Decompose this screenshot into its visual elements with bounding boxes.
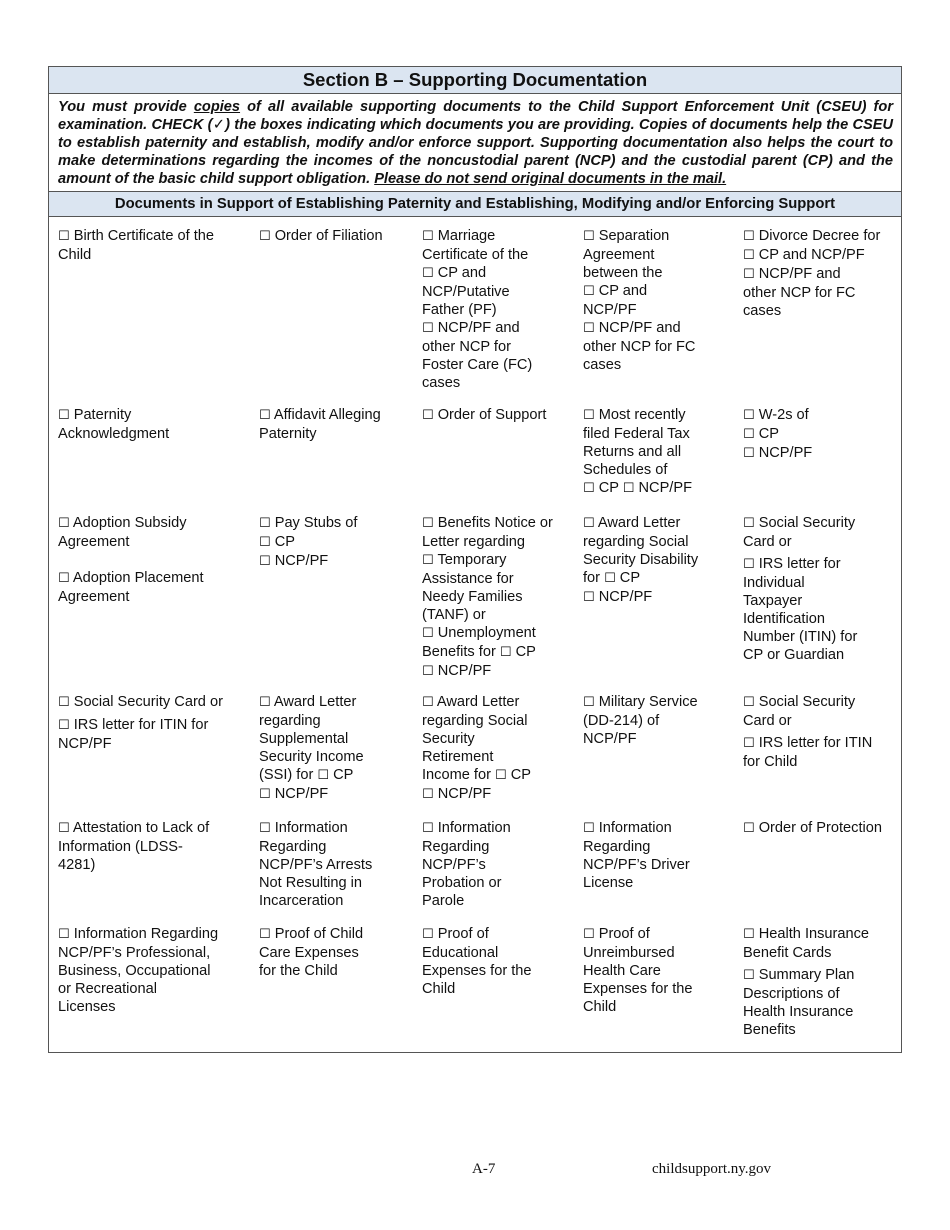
option-line: ☐ NCP/PF <box>259 786 329 802</box>
option-line: ☐ Pay Stubs of <box>259 515 358 531</box>
document-cell <box>743 693 898 771</box>
intro-part-1: You must provide <box>58 99 194 115</box>
document-option <box>583 514 739 607</box>
option-line: Benefits for ☐ CP <box>422 644 536 660</box>
checkbox-icon[interactable]: ☐ <box>743 229 755 244</box>
checkbox-icon[interactable]: ☐ <box>58 718 70 733</box>
option-line: Individual <box>743 575 805 591</box>
option-line: ☐ CP <box>743 426 779 442</box>
option-line: Regarding <box>259 839 327 855</box>
section-b-frame <box>48 66 902 1053</box>
option-line: for ☐ CP <box>583 570 641 586</box>
document-cell <box>743 227 898 320</box>
option-line: ☐ Health Insurance <box>743 926 870 942</box>
document-option <box>583 819 739 892</box>
checkbox-icon[interactable]: ☐ <box>743 821 755 836</box>
document-cell <box>259 693 419 804</box>
document-cell <box>58 693 254 753</box>
checkbox-icon[interactable]: ☐ <box>743 427 755 442</box>
checkbox-icon[interactable]: ☐ <box>743 446 755 461</box>
checkbox-icon[interactable]: ☐ <box>422 553 434 568</box>
checkbox-icon[interactable]: ☐ <box>422 821 434 836</box>
checkbox-icon[interactable]: ☐ <box>583 516 595 531</box>
checkbox-icon[interactable]: ☐ <box>583 821 595 836</box>
option-line: other NCP for FC <box>583 339 696 355</box>
document-option <box>259 819 419 910</box>
option-line: NCP/PF’s <box>422 857 486 873</box>
document-option <box>422 514 580 681</box>
option-line: ☐ Information <box>583 820 672 836</box>
option-line: Expenses for the <box>583 981 693 997</box>
document-cell <box>259 514 419 571</box>
checkbox-icon[interactable]: ☐ <box>604 571 616 586</box>
document-option <box>583 693 739 748</box>
checkbox-icon[interactable]: ☐ <box>583 927 595 942</box>
document-cell <box>743 406 898 463</box>
option-line: ☐ NCP/PF <box>259 553 329 569</box>
option-line: Unreimbursed <box>583 945 675 961</box>
checkbox-icon[interactable]: ☐ <box>422 927 434 942</box>
option-line: 4281) <box>58 857 96 873</box>
checkbox-icon[interactable]: ☐ <box>743 408 755 423</box>
checkbox-icon[interactable]: ☐ <box>622 481 635 496</box>
documents-subheader: Documents in Support of Establishing Paternity and Establishing, Modifying and/or Enforcing Support <box>49 192 901 217</box>
option-line: ☐ Information <box>259 820 348 836</box>
document-option <box>743 693 898 730</box>
option-line: NCP/PF’s Driver <box>583 857 690 873</box>
option-line: Child <box>422 981 456 997</box>
checkbox-icon[interactable]: ☐ <box>259 516 271 531</box>
option-line: ☐ NCP/PF <box>422 786 492 802</box>
checkbox-icon[interactable]: ☐ <box>259 787 271 802</box>
checkbox-icon[interactable]: ☐ <box>743 248 755 263</box>
option-line: ☐ CP and <box>583 283 648 299</box>
document-option <box>583 227 739 374</box>
option-line: ☐ NCP/PF and <box>583 320 681 336</box>
option-line: Security Income <box>259 749 364 765</box>
option-line: ☐ CP <box>259 534 295 550</box>
document-option <box>743 819 898 838</box>
checkbox-icon[interactable]: ☐ <box>422 787 434 802</box>
document-cell <box>422 514 580 681</box>
checkbox-icon[interactable]: ☐ <box>422 664 434 679</box>
option-line: ☐ Unemployment <box>422 625 536 641</box>
document-cell <box>58 514 254 606</box>
document-option <box>58 716 254 753</box>
document-cell <box>422 406 580 425</box>
document-cell <box>743 819 898 838</box>
checkbox-icon[interactable]: ☐ <box>58 516 70 531</box>
option-line: ☐ Social Security <box>743 694 856 710</box>
checkbox-icon[interactable]: ☐ <box>422 229 434 244</box>
checkbox-icon[interactable]: ☐ <box>495 768 507 783</box>
document-cell <box>583 406 739 498</box>
option-line: regarding Social <box>583 534 689 550</box>
option-line: filed Federal Tax <box>583 426 690 442</box>
footer-website: childsupport.ny.gov <box>652 1161 772 1177</box>
option-line: Income for ☐ CP <box>422 767 531 783</box>
option-line: other NCP for FC <box>743 285 856 301</box>
document-option <box>422 693 580 804</box>
option-line: ☐ Award Letter <box>422 694 520 710</box>
option-line: Information (LDSS- <box>58 839 183 855</box>
document-option <box>58 819 254 874</box>
option-line: Acknowledgment <box>58 426 170 442</box>
option-line: ☐ IRS letter for ITIN for <box>58 717 209 733</box>
option-line: (TANF) or <box>422 607 486 623</box>
checkbox-icon[interactable]: ☐ <box>422 516 434 531</box>
checkbox-icon[interactable]: ☐ <box>259 554 271 569</box>
option-line: ☐ Information <box>422 820 511 836</box>
option-line: Regarding <box>583 839 651 855</box>
option-line: ☐ Social Security <box>743 515 856 531</box>
document-option <box>743 734 898 771</box>
option-line: Needy Families <box>422 589 523 605</box>
option-line: Licenses <box>58 999 116 1015</box>
option-line: Incarceration <box>259 893 344 909</box>
option-line: Child <box>583 999 617 1015</box>
option-line: Retirement <box>422 749 494 765</box>
intro-copies: copies <box>193 99 241 115</box>
checkbox-icon[interactable]: ☐ <box>743 927 755 942</box>
option-line: NCP/PF’s Professional, <box>58 945 211 961</box>
checkbox-icon[interactable]: ☐ <box>499 645 512 660</box>
document-option <box>743 555 898 664</box>
option-line: Agreement <box>583 247 655 263</box>
document-option <box>58 925 254 1016</box>
document-option <box>259 693 419 804</box>
document-option <box>58 569 254 606</box>
document-option <box>259 406 419 443</box>
option-line: License <box>583 875 634 891</box>
option-line: for the Child <box>259 963 338 979</box>
checkbox-icon[interactable]: ☐ <box>743 557 755 572</box>
option-line: cases <box>583 357 622 373</box>
option-line: for Child <box>743 754 798 770</box>
option-line: ☐ Adoption Placement <box>58 570 204 586</box>
document-cell <box>58 227 254 264</box>
option-line: ☐ Divorce Decree for <box>743 228 881 244</box>
option-line: ☐ W-2s of <box>743 407 809 423</box>
intro-notice: Please do not send original documents in the mail. <box>374 171 727 187</box>
checkbox-icon[interactable]: ☐ <box>583 408 595 423</box>
option-line: Security <box>422 731 475 747</box>
checkbox-icon[interactable]: ☐ <box>422 695 434 710</box>
option-line: Security Disability <box>583 552 699 568</box>
checkbox-icon[interactable]: ☐ <box>259 535 271 550</box>
checkbox-icon[interactable]: ☐ <box>259 408 271 423</box>
document-option <box>422 227 580 392</box>
document-option <box>743 406 898 463</box>
option-line: ☐ NCP/PF and <box>743 266 841 282</box>
checkbox-icon[interactable]: ☐ <box>259 927 271 942</box>
option-line: Number (ITIN) for <box>743 629 858 645</box>
checkbox-icon[interactable]: ☐ <box>743 968 755 983</box>
option-line: ☐ CP and NCP/PF <box>743 247 865 263</box>
option-line: ☐ NCP/PF <box>422 663 492 679</box>
option-line: Assistance for <box>422 571 514 587</box>
option-line: ☐ Order of Protection <box>743 820 883 836</box>
checkbox-icon[interactable]: ☐ <box>58 408 70 423</box>
option-line: Probation or <box>422 875 502 891</box>
option-line: Agreement <box>58 589 130 605</box>
document-cell <box>58 406 254 443</box>
option-line: ☐ NCP/PF and <box>422 320 520 336</box>
option-line: Letter regarding <box>422 534 526 550</box>
checkbox-icon[interactable]: ☐ <box>58 229 70 244</box>
option-line: Card or <box>743 534 792 550</box>
option-line: ☐ Award Letter <box>259 694 357 710</box>
document-cell <box>259 227 419 246</box>
checkbox-icon[interactable]: ☐ <box>58 821 70 836</box>
option-line: Certificate of the <box>422 247 529 263</box>
checkbox-icon[interactable]: ☐ <box>743 736 755 751</box>
document-cell <box>259 925 419 980</box>
checkbox-icon[interactable]: ☐ <box>743 695 755 710</box>
option-line: Father (PF) <box>422 302 497 318</box>
checkbox-icon[interactable]: ☐ <box>422 266 434 281</box>
option-line: regarding Social <box>422 713 528 729</box>
document-cell <box>743 925 898 1039</box>
option-line: ☐ Separation <box>583 228 670 244</box>
document-option <box>743 966 898 1039</box>
option-line: Taxpayer <box>743 593 803 609</box>
document-option <box>58 514 254 551</box>
option-line: ☐ IRS letter for <box>743 556 841 572</box>
option-line: ☐ Adoption Subsidy <box>58 515 187 531</box>
document-cell <box>583 819 739 892</box>
option-line: Supplemental <box>259 731 349 747</box>
option-line: ☐ Most recently <box>583 407 686 423</box>
option-line: Benefit Cards <box>743 945 832 961</box>
checkbox-icon[interactable]: ☐ <box>58 571 70 586</box>
checkbox-icon[interactable]: ☐ <box>583 695 595 710</box>
option-line: (SSI) for ☐ CP <box>259 767 354 783</box>
document-cell <box>58 925 254 1016</box>
option-line: Benefits <box>743 1022 796 1038</box>
option-line: Regarding <box>422 839 490 855</box>
instructions-paragraph <box>49 94 901 192</box>
document-cell <box>743 514 898 664</box>
option-line: regarding <box>259 713 321 729</box>
option-line: ☐ Birth Certificate of the <box>58 228 215 244</box>
option-line: Health Insurance <box>743 1004 854 1020</box>
checkbox-icon[interactable]: ☐ <box>58 927 70 942</box>
option-line: cases <box>422 375 461 391</box>
document-option <box>743 227 898 320</box>
document-cell <box>583 693 739 748</box>
checkbox-icon[interactable]: ☐ <box>583 284 595 299</box>
option-line: ☐ IRS letter for ITIN <box>743 735 873 751</box>
documents-grid <box>49 217 901 1052</box>
option-line: ☐ Award Letter <box>583 515 681 531</box>
document-option <box>422 819 580 910</box>
option-line: ☐ NCP/PF <box>583 589 653 605</box>
option-line: ☐ Order of Filiation <box>259 228 383 244</box>
option-line: ☐ CP and <box>422 265 487 281</box>
option-line: ☐ Proof of Child <box>259 926 364 942</box>
option-line: Expenses for the <box>422 963 532 979</box>
checkbox-icon[interactable]: ☐ <box>743 267 755 282</box>
option-line: Parole <box>422 893 465 909</box>
option-line: Educational <box>422 945 499 961</box>
option-line: Identification <box>743 611 825 627</box>
option-line: other NCP for <box>422 339 511 355</box>
option-line: ☐ Attestation to Lack of <box>58 820 210 836</box>
checkbox-icon[interactable]: ☐ <box>259 229 271 244</box>
document-option <box>422 925 580 998</box>
option-line: Child <box>58 247 92 263</box>
document-option <box>58 227 254 264</box>
option-line: ☐ Marriage <box>422 228 496 244</box>
option-line: NCP/Putative <box>422 284 510 300</box>
document-option <box>583 406 739 498</box>
document-cell <box>583 227 739 374</box>
checkbox-icon[interactable]: ☐ <box>422 321 434 336</box>
document-cell <box>422 693 580 804</box>
document-cell <box>583 925 739 1016</box>
option-line: ☐ Proof of <box>583 926 650 942</box>
document-cell <box>422 925 580 998</box>
option-line: ☐ Proof of <box>422 926 489 942</box>
document-option <box>583 925 739 1016</box>
document-cell <box>422 227 580 392</box>
document-option <box>743 925 898 962</box>
option-line: CP or Guardian <box>743 647 845 663</box>
option-line: Health Care <box>583 963 661 979</box>
document-cell <box>259 819 419 910</box>
option-line: Care Expenses <box>259 945 359 961</box>
option-line: Agreement <box>58 534 130 550</box>
checkbox-icon[interactable]: ☐ <box>583 321 595 336</box>
option-line: ☐ Order of Support <box>422 407 547 423</box>
option-line: Business, Occupational <box>58 963 211 979</box>
document-option <box>259 925 419 980</box>
option-line: Returns and all <box>583 444 682 460</box>
document-cell <box>259 406 419 443</box>
document-option <box>422 406 580 425</box>
option-line: ☐ Temporary <box>422 552 507 568</box>
checkbox-icon[interactable]: ☐ <box>422 408 434 423</box>
checkbox-icon[interactable]: ☐ <box>583 229 595 244</box>
option-line: ☐ Military Service <box>583 694 698 710</box>
option-line: Foster Care (FC) <box>422 357 533 373</box>
option-line: ☐ Social Security Card or <box>58 694 223 710</box>
option-line: ☐ Paternity <box>58 407 132 423</box>
document-option <box>259 227 419 246</box>
option-line: Card or <box>743 713 792 729</box>
document-cell <box>422 819 580 910</box>
option-line: ☐ NCP/PF <box>743 445 813 461</box>
option-line: NCP/PF <box>583 731 637 747</box>
option-line: ☐ Information Regarding <box>58 926 219 942</box>
checkbox-icon[interactable]: ☐ <box>583 590 595 605</box>
option-line: ☐ CP ☐ NCP/PF <box>583 480 693 496</box>
option-line: Paternity <box>259 426 317 442</box>
checkbox-icon[interactable]: ☐ <box>259 695 271 710</box>
option-line: Not Resulting in <box>259 875 363 891</box>
option-line: (DD-214) of <box>583 713 660 729</box>
document-option <box>58 693 254 712</box>
checkbox-icon[interactable]: ☐ <box>58 695 70 710</box>
option-line: NCP/PF <box>58 736 112 752</box>
document-cell <box>58 819 254 874</box>
option-line: NCP/PF <box>583 302 637 318</box>
checkbox-icon[interactable]: ☐ <box>743 516 755 531</box>
document-option <box>743 514 898 551</box>
intro-part-2: of all available supporting documents to the Child Support Enforcement Unit (CSEU) for examination. CHECK (✓) the boxes indicating which documents you are providing. Copies of documents help the CSEU to establish paternity and establish, modify and/or enforce support. Supporting documentation also helps the court to make determinations regarding the incomes of the noncustodial parent (NCP) and the custodial parent (CP) and the amount of the basic child support obligation. <box>58 99 893 187</box>
option-line: cases <box>743 303 782 319</box>
page-number: A-7 <box>472 1161 496 1177</box>
document-option <box>259 514 419 571</box>
option-line: Descriptions of <box>743 986 840 1002</box>
option-line: ☐ Affidavit Alleging <box>259 407 381 423</box>
document-cell <box>583 514 739 607</box>
option-line: or Recreational <box>58 981 157 997</box>
option-line: NCP/PF’s Arrests <box>259 857 373 873</box>
option-line: ☐ Benefits Notice or <box>422 515 553 531</box>
option-line: Schedules of <box>583 462 668 478</box>
checkbox-icon[interactable]: ☐ <box>317 768 330 783</box>
option-line: ☐ Summary Plan <box>743 967 855 983</box>
checkbox-icon[interactable]: ☐ <box>583 481 595 496</box>
section-title: Section B – Supporting Documentation <box>49 67 901 94</box>
option-line: between the <box>583 265 663 281</box>
document-option <box>58 406 254 443</box>
checkbox-icon[interactable]: ☐ <box>259 821 271 836</box>
checkbox-icon[interactable]: ☐ <box>422 626 434 641</box>
